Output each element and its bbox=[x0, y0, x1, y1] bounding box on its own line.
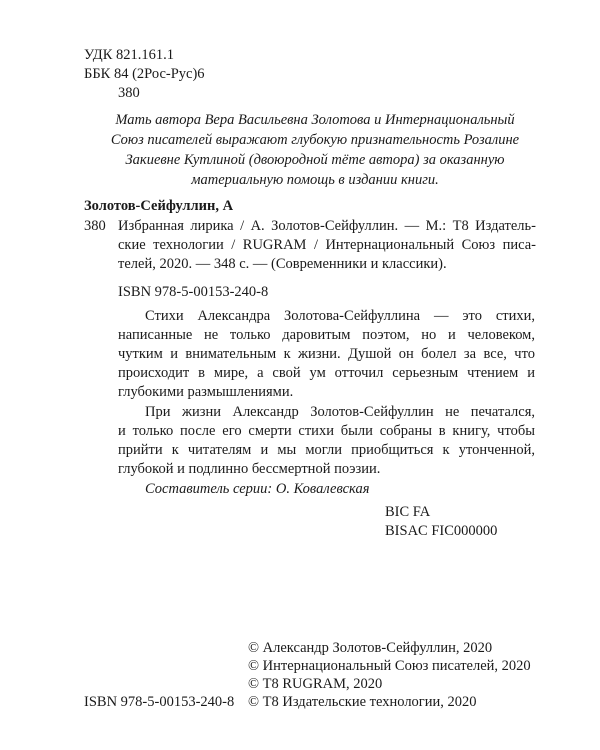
bisac-code: BISAC FIC000000 bbox=[385, 523, 498, 539]
dedication bbox=[100, 110, 530, 190]
footer-isbn: ISBN 978-5-00153-240-8 bbox=[84, 694, 235, 710]
dedication-line: материальную помощь в издании книги. bbox=[191, 172, 439, 188]
annotation-line: чутким и внимательным к жизни. Душой он болел за все, что bbox=[118, 346, 535, 362]
copyright-line: © Т8 Издательские технологии, 2020 bbox=[248, 694, 477, 710]
annotation-line: и только после его смерти стихи были собраны в книгу, чтобы bbox=[118, 423, 535, 439]
bib-line: Избранная лирика / А. Золотов-Сейфуллин. — М.: Т8 Издатель- bbox=[118, 218, 536, 234]
bib-heading: Золотов-Сейфуллин, А bbox=[84, 198, 234, 214]
annotation-line: глубокой и подлинно бессмертной поэзии. bbox=[118, 461, 381, 477]
annotation-line: происходит в мире, а свой ум отточил серьезным чтением и bbox=[118, 365, 535, 381]
author-mark-top: 380 bbox=[118, 85, 140, 101]
bic-code: BIC FA bbox=[385, 504, 431, 520]
bib-mark: 380 bbox=[84, 218, 106, 234]
copyright-line: © Т8 RUGRAM, 2020 bbox=[248, 676, 383, 692]
bib-line: телей, 2020. — 348 с. — (Современники и классики). bbox=[118, 256, 447, 272]
annotation-line: прийти к читателям и мы могли приобщиться к утонченной, bbox=[118, 442, 535, 458]
dedication-line: Закиевне Кутлиной (двоюродной тёте автора) за оказанную bbox=[125, 152, 505, 168]
annotation-line: Стихи Александра Золотова-Сейфуллина — это стихи, bbox=[145, 308, 535, 324]
bbk-code: ББК 84 (2Рос-Рус)6 bbox=[84, 66, 205, 82]
udk-code: УДК 821.161.1 bbox=[84, 47, 174, 63]
copyright-line: © Александр Золотов-Сейфуллин, 2020 bbox=[248, 640, 493, 656]
annotation-line: При жизни Александр Золотов-Сейфуллин не печатался, bbox=[145, 404, 535, 420]
annotation-line: написанные не только даровитым поэтом, но и человеком, bbox=[118, 327, 535, 343]
dedication-line: Мать автора Вера Васильевна Золотова и Интернациональный bbox=[115, 112, 515, 128]
dedication-line: Союз писателей выражают глубокую признательность Розалине bbox=[110, 132, 520, 148]
series-editor: Составитель серии: О. Ковалевская bbox=[145, 481, 370, 497]
bib-isbn: ISBN 978-5-00153-240-8 bbox=[118, 284, 269, 300]
copyright-line: © Интернациональный Союз писателей, 2020 bbox=[248, 658, 531, 674]
bib-line: ские технологии / RUGRAM / Интернациональный Союз писа- bbox=[118, 237, 536, 253]
annotation-line: глубокими размышлениями. bbox=[118, 384, 294, 400]
